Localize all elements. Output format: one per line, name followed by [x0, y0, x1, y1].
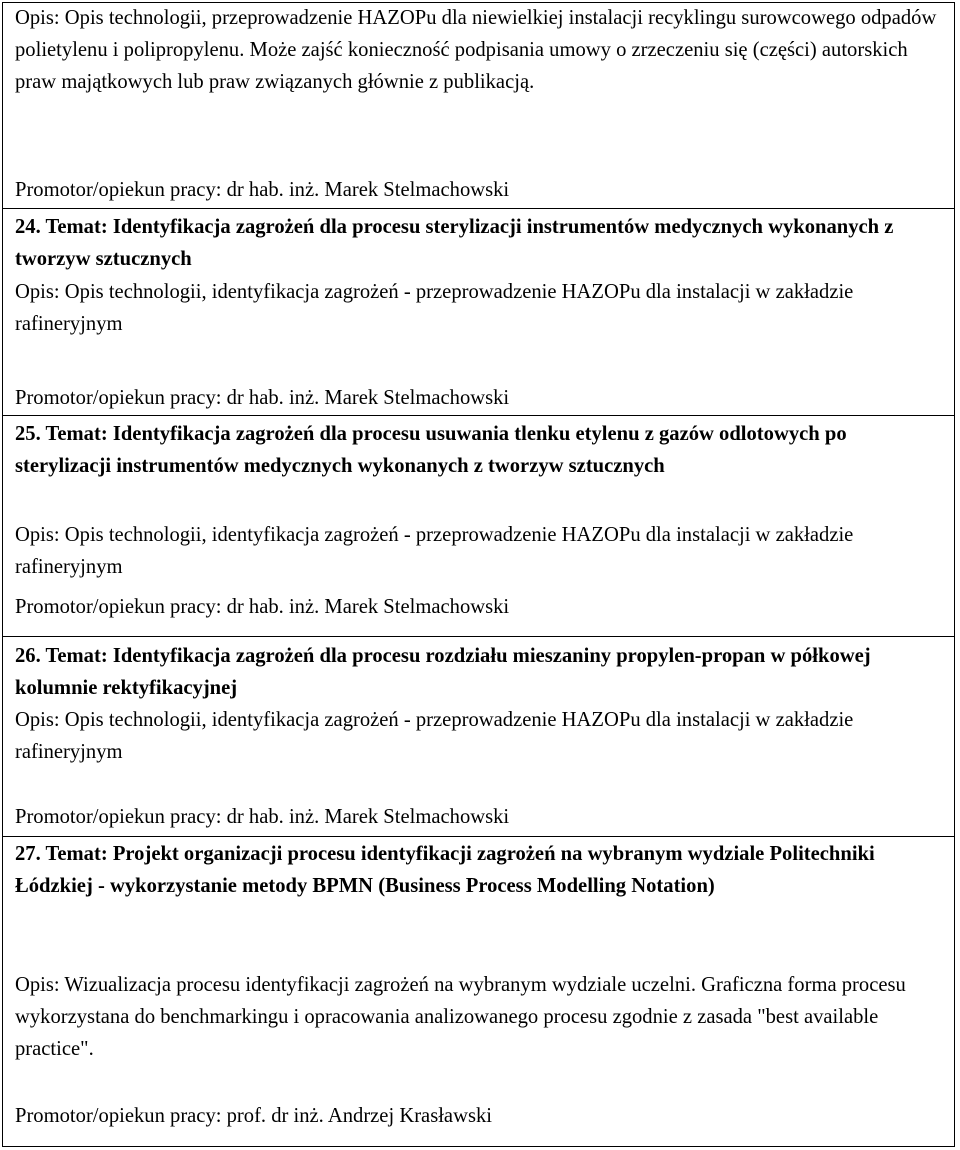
entry-26-title: Temat: Identyfikacja zagrożeń dla procesu rozdziału mieszaniny propylen-propan w półkowej kolumnie rektyfikacyjnej — [15, 645, 871, 699]
entry-24-promotor: Promotor/opiekun pracy: dr hab. inż. Marek Stelmachowski — [15, 387, 510, 409]
entry-24-temat — [15, 211, 945, 275]
entry-24-opis: Opis: Opis technologii, identyfikacja zagrożeń - przeprowadzenie HAZOPu dla instalacji w zakładzie rafineryjnym — [15, 281, 854, 335]
entry-24-number: 24. — [15, 216, 41, 238]
entry-24-title: Temat: Identyfikacja zagrożeń dla procesu sterylizacji instrumentów medycznych wykonanych z tworzyw sztucznych — [15, 216, 894, 270]
entry-27-temat — [15, 838, 945, 902]
entry-23-promotor: Promotor/opiekun pracy: dr hab. inż. Marek Stelmachowski — [15, 179, 510, 201]
row-divider — [2, 836, 955, 837]
entry-25-temat — [15, 418, 945, 482]
entry-27-promotor: Promotor/opiekun pracy: prof. dr inż. Andrzej Krasławski — [15, 1105, 492, 1127]
row-divider — [2, 415, 955, 416]
entry-26-opis: Opis: Opis technologii, identyfikacja zagrożeń - przeprowadzenie HAZOPu dla instalacji w zakładzie rafineryjnym — [15, 709, 854, 763]
entry-26-temat — [15, 640, 945, 704]
entry-25-opis: Opis: Opis technologii, identyfikacja zagrożeń - przeprowadzenie HAZOPu dla instalacji w zakładzie rafineryjnym — [15, 524, 854, 578]
entry-25-number: 25. — [15, 423, 41, 445]
entry-25-promotor: Promotor/opiekun pracy: dr hab. inż. Marek Stelmachowski — [15, 596, 510, 618]
entry-26-number: 26. — [15, 645, 41, 667]
entry-23-opis: Opis: Opis technologii, przeprowadzenie HAZOPu dla niewielkiej instalacji recyklingu surowcowego odpadów polietylenu i polipropylenu. Może zajść konieczność podpisania umowy o zrzeczeniu się (części) autorskich praw majątkowych lub praw związanych głównie z publikacją. — [15, 7, 937, 93]
row-divider — [2, 636, 955, 637]
entry-25-title: Temat: Identyfikacja zagrożeń dla procesu usuwania tlenku etylenu z gazów odlotowych po sterylizacji instrumentów medycznych wykonanych z tworzyw sztucznych — [15, 423, 847, 477]
entry-26-promotor: Promotor/opiekun pracy: dr hab. inż. Marek Stelmachowski — [15, 806, 510, 828]
entry-27-number: 27. — [15, 843, 41, 865]
entry-27-opis: Opis: Wizualizacja procesu identyfikacji zagrożeń na wybranym wydziale uczelni. Graficzna forma procesu wykorzystana do benchmarkingu i opracowania analizowanego procesu zgodnie z zasada "best available practice". — [15, 974, 906, 1060]
entry-27-title: Temat: Projekt organizacji procesu identyfikacji zagrożeń na wybranym wydziale Politechniki Łódzkiej - wykorzystanie metody BPMN (Business Process Modelling Notation) — [15, 843, 875, 897]
row-divider — [2, 208, 955, 209]
